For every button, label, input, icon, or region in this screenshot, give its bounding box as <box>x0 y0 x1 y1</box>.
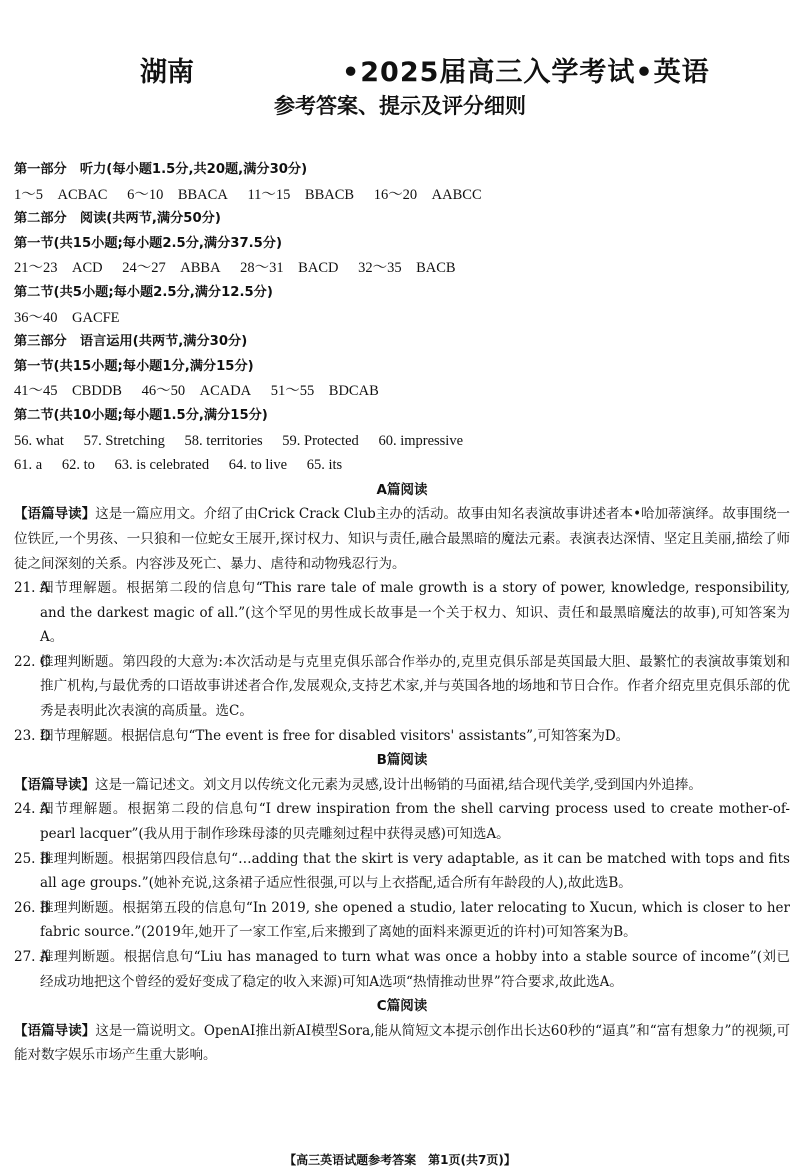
part3-section2-answers-row1 <box>14 429 790 454</box>
answer-explanation <box>14 896 790 945</box>
passage-a-title: A篇阅读 <box>376 481 428 498</box>
answer-explanation <box>14 650 790 724</box>
answer-item: 56. what <box>14 432 64 449</box>
passage-c-lead <box>14 1019 790 1068</box>
part3-section2-answers-row2 <box>14 453 790 478</box>
passage-c-title: C篇阅读 <box>376 998 428 1015</box>
passage-b-lead <box>14 773 790 798</box>
answer-content <box>14 158 790 1068</box>
question-number: 24. A <box>14 801 50 818</box>
explanation-text: 细节理解题。根据第二段的信息句“I drew inspiration from the shell carving process used to create mother-of-pearl lacquer”(我从用于制作珍珠母漆的贝壳雕刻过程中获得灵感)可知选A。 <box>40 801 790 843</box>
explanation-text: 细节理解题。根据第二段的信息句“This rare tale of male growth is a story of power, knowledge, responsibility, and the darkest magic of all.”(这个罕见的男性成长故事是一个关于权力、知识、责任和最黑暗魔法的故事),可知答案为A。 <box>40 580 790 646</box>
explanation-text: 细节理解题。根据信息句“The event is free for disabled visitors' assistants”,可知答案为D。 <box>40 727 630 744</box>
question-number: 25. B <box>14 850 50 867</box>
part3-section1-heading: 第一节(共15小题;每小题1分,满分15分) <box>14 358 254 374</box>
explanation-text: 推理判断题。根据信息句“Liu has managed to turn what was once a hobby into a stable source of income”(刘已经成功地把这个曾经的爱好变成了稳定的收入来源)可知A选项“热情推动世界”符合要求,故此选A。 <box>40 949 790 990</box>
document-header <box>0 44 800 94</box>
answer-group: 28～31 BACD <box>240 260 339 277</box>
passage-b-title: B篇阅读 <box>376 752 428 769</box>
answer-explanation <box>14 797 790 846</box>
part3-section1-answers <box>14 379 790 404</box>
answer-group: 6～10 BBACA <box>127 186 228 203</box>
answer-item: 63. is celebrated <box>114 457 210 474</box>
lead-tag: 【语篇导读】 <box>14 506 96 523</box>
answer-item: 60. impressive <box>378 432 464 449</box>
answer-group: 1～5 ACBAC <box>14 186 108 203</box>
part1-answers <box>14 183 790 208</box>
answer-group: 16～20 AABCC <box>373 186 482 203</box>
answer-item: 58. territories <box>184 432 263 449</box>
lead-text: 这是一篇应用文。介绍了由Crick Crack Club主办的活动。故事由知名表演故事讲述者本•哈加蒂演绎。故事围绕一位铁匠,一个男孩、一只狼和一位蛇女王展开,探讨权力、知识与责任,融合最黑暗的魔法元素。表演表达深情、坚定且美丽,描绘了师徒之间深刻的关系。内容涉及死亡、暴力、虐待和动物残忍行为。 <box>14 506 790 572</box>
answer-group: 21～23 ACD <box>14 260 103 277</box>
answer-group: 24～27 ABBA <box>122 260 221 277</box>
part3-heading: 第三部分 语言运用(共两节,满分30分) <box>14 334 248 350</box>
answer-group: 46～50 ACADA <box>141 383 252 400</box>
explanation-text: 推理判断题。根据第四段信息句“…adding that the skirt is very adaptable, as it can be matched with tops and fits all age groups.”(她补充说,这条裙子适应性很强,可以与上衣搭配,适合所有年龄段的人),故此选B。 <box>40 850 790 892</box>
answer-group: 41～45 CBDDB <box>14 383 122 400</box>
answer-explanation <box>14 945 790 994</box>
answer-item: 59. Protected <box>282 432 359 449</box>
lead-tag: 【语篇导读】 <box>14 1022 96 1039</box>
question-number: 21. A <box>14 580 50 597</box>
region-label: 湖南 <box>140 57 194 88</box>
answer-group: 32～35 BACB <box>358 260 456 277</box>
answer-item: 57. Stretching <box>83 432 165 449</box>
exam-title: •2025届高三入学考试•英语 <box>342 57 710 88</box>
question-number: 26. B <box>14 899 50 916</box>
part2-section1-answers <box>14 256 790 281</box>
answer-group: 36～40 GACFE <box>14 309 120 326</box>
question-number: 27. A <box>14 949 50 965</box>
part2-section2-heading: 第二节(共5小题;每小题2.5分,满分12.5分) <box>14 284 273 300</box>
answer-group: 51～55 BDCAB <box>270 383 379 400</box>
answer-explanation <box>14 724 790 749</box>
page-footer: 【高三英语试题参考答案 第1页(共7页)】 <box>284 1153 516 1167</box>
lead-text: 这是一篇记述文。刘文月以传统文化元素为灵感,设计出畅销的马面裙,结合现代美学,受到国内外追捧。 <box>95 776 702 793</box>
passage-a-lead <box>14 502 790 576</box>
part2-section2-answers <box>14 306 790 331</box>
part2-heading: 第二部分 阅读(共两节,满分50分) <box>14 211 221 227</box>
part2-section1-heading: 第一节(共15小题;每小题2.5分,满分37.5分) <box>14 235 283 251</box>
lead-tag: 【语篇导读】 <box>14 776 95 793</box>
answer-item: 65. its <box>306 457 343 474</box>
question-number: 22. C <box>14 653 51 670</box>
lead-text: 这是一篇说明文。OpenAI推出新AI模型Sora,能从简短文本提示创作出长达60秒的“逼真”和“富有想象力”的视频,可能对数字娱乐市场产生重大影响。 <box>14 1022 790 1064</box>
explanation-text: 推理判断题。根据第五段的信息句“In 2019, she opened a studio, later relocating to Xucun, which is closer to her fabric source.”(2019年,她开了一家工作室,后来搬到了离她的面料来源更近的许村)可知答案为B。 <box>40 899 790 941</box>
answer-item: 62. to <box>61 457 95 474</box>
part3-section2-heading: 第二节(共10小题;每小题1.5分,满分15分) <box>14 407 268 423</box>
question-number: 23. D <box>14 727 51 744</box>
answer-explanation <box>14 576 790 650</box>
answer-item: 64. to live <box>228 457 288 474</box>
answer-explanation <box>14 847 790 896</box>
answer-item: 61. a <box>14 457 43 474</box>
part1-heading: 第一部分 听力(每小题1.5分,共20题,满分30分) <box>14 162 308 177</box>
document-subtitle: 参考答案、提示及评分细则 <box>274 94 526 118</box>
answer-group: 11～15 BBACB <box>247 186 355 203</box>
explanation-text: 推理判断题。第四段的大意为:本次活动是与克里克俱乐部合作举办的,克里克俱乐部是英国最大胆、最繁忙的表演故事策划和推广机构,与最优秀的口语故事讲述者合作,发展观众,支持艺术家,并与英国各地的场地和节日合作。作者介绍克里克俱乐部的优秀是表明此次表演的高质量。选C。 <box>40 653 790 720</box>
